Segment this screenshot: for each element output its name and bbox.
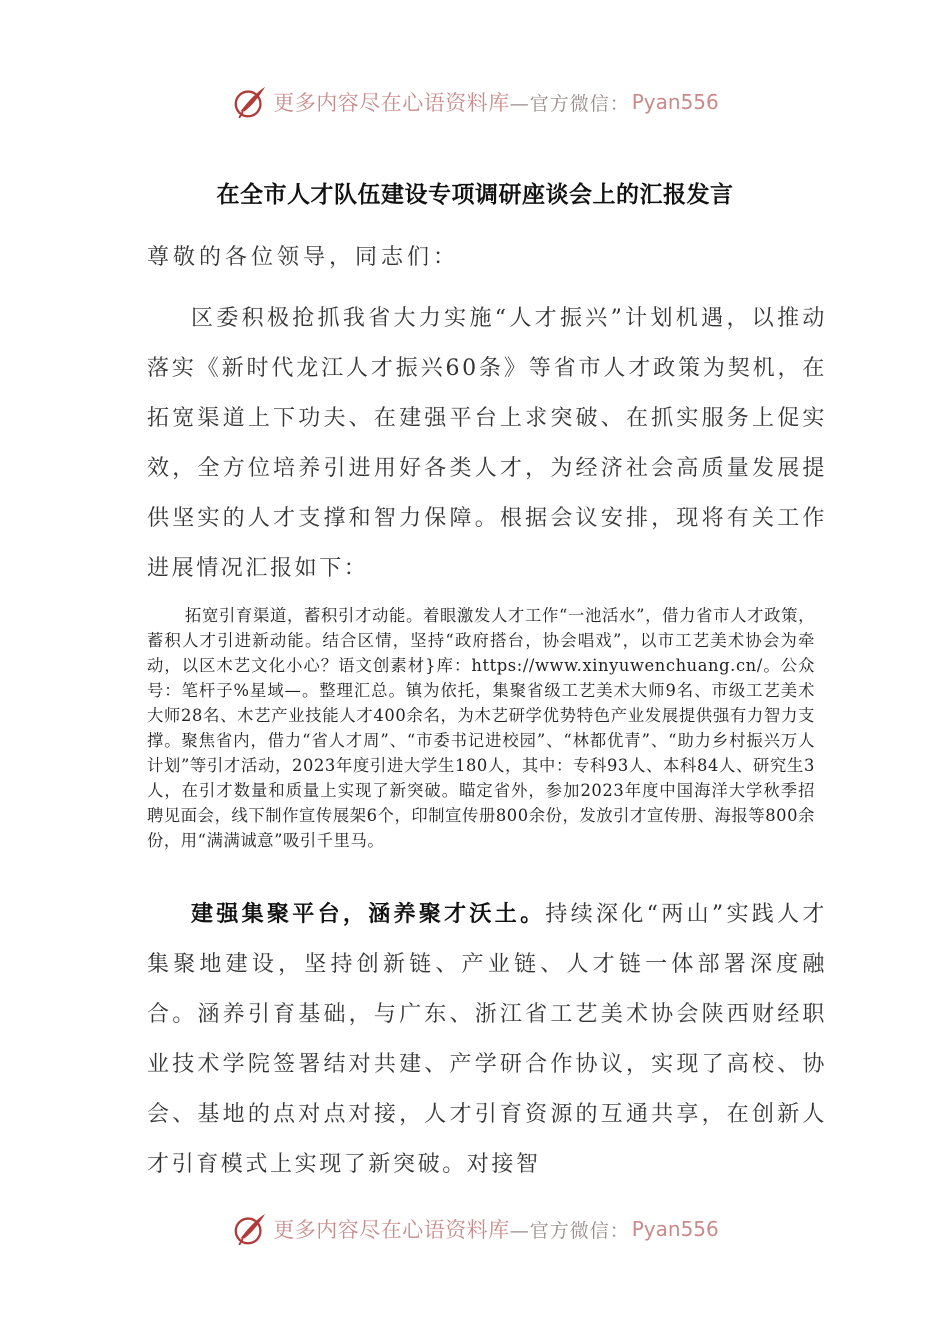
paragraph-body-text: 持续深化“两山”实践人才集聚地建设，坚持创新链、产业链、人才链一体部署深度融合。涵养引育基础，与广东、浙江省工艺美术协会陕西财经职业技术学院签署结对共建、产学研合作协议，实现了高校、协会、基地的点对点对接，人才引育资源的互通共享，在创新人才引育模式上实现了新突破。对接智 bbox=[147, 902, 827, 1177]
salutation: 尊敬的各位领导，同志们： bbox=[147, 245, 460, 270]
document-title: 在全市人才队伍建设专项调研座谈会上的汇报发言 bbox=[216, 181, 734, 208]
quill-pen-logo-icon bbox=[231, 83, 269, 121]
banner-suffix: —官方微信： bbox=[509, 92, 630, 115]
banner-wechat-id: Pyan556 bbox=[631, 1217, 719, 1241]
quill-pen-logo-icon bbox=[231, 1210, 269, 1248]
footer-watermark-banner bbox=[0, 1209, 950, 1249]
paragraph-lead-heading: 建强集聚平台，涵养聚才沃土。 bbox=[191, 901, 546, 927]
paragraph-intro: 区委积极抢抓我省大力实施“人才振兴”计划机遇，以推动落实《新时代龙江人才振兴60条》等省市人才政策为契机，在拓宽渠道上下功夫、在建强平台上求突破、在抓实服务上促实效，全方位培养引进用好各类人才，为经济社会高质量发展提供坚实的人才支撑和智力保障。根据会议安排，现将有关工作进展情况汇报如下： bbox=[147, 306, 827, 581]
banner-text: 更多内容尽在心语资料库 bbox=[273, 91, 510, 115]
header-watermark-banner bbox=[0, 82, 950, 122]
paragraph-recruitment-channels: 拓宽引育渠道，蓄积引才动能。着眼激发人才工作“一池活水”，借力省市人才政策，蓄积人才引进新动能。结合区情，坚持“政府搭台，协会唱戏”，以市工艺美术协会为牵动，以区木艺文化小心？语文创素材}库：https://www.xinyuwenchuang.cn/。公众号：笔杆子%星域—。整理汇总。镇为依托，集聚省级工艺美术大师9名、市级工艺美术大师28名、木艺产业技能人才400余名，为木艺研学优势特色产业发展提供强有力智力支撑。聚焦省内，借力“省人才周”、“市委书记进校园”、“林都优青”、“助力乡村振兴万人计划”等引才活动，2023年度引进大学生180人，其中：专科93人、本科84人、研究生3人，在引才数量和质量上实现了新突破。瞄定省外，参加2023年度中国海洋大学秋季招聘见面会，线下制作宣传展架6个，印制宣传册800余份，发放引才宣传册、海报等800余份，用“满满诚意”吸引千里马。 bbox=[147, 606, 815, 850]
paragraph-talent-platform bbox=[147, 889, 827, 1190]
banner-wechat-id: Pyan556 bbox=[631, 90, 719, 114]
banner-text: 更多内容尽在心语资料库 bbox=[273, 1218, 510, 1242]
banner-suffix: —官方微信： bbox=[509, 1219, 630, 1242]
